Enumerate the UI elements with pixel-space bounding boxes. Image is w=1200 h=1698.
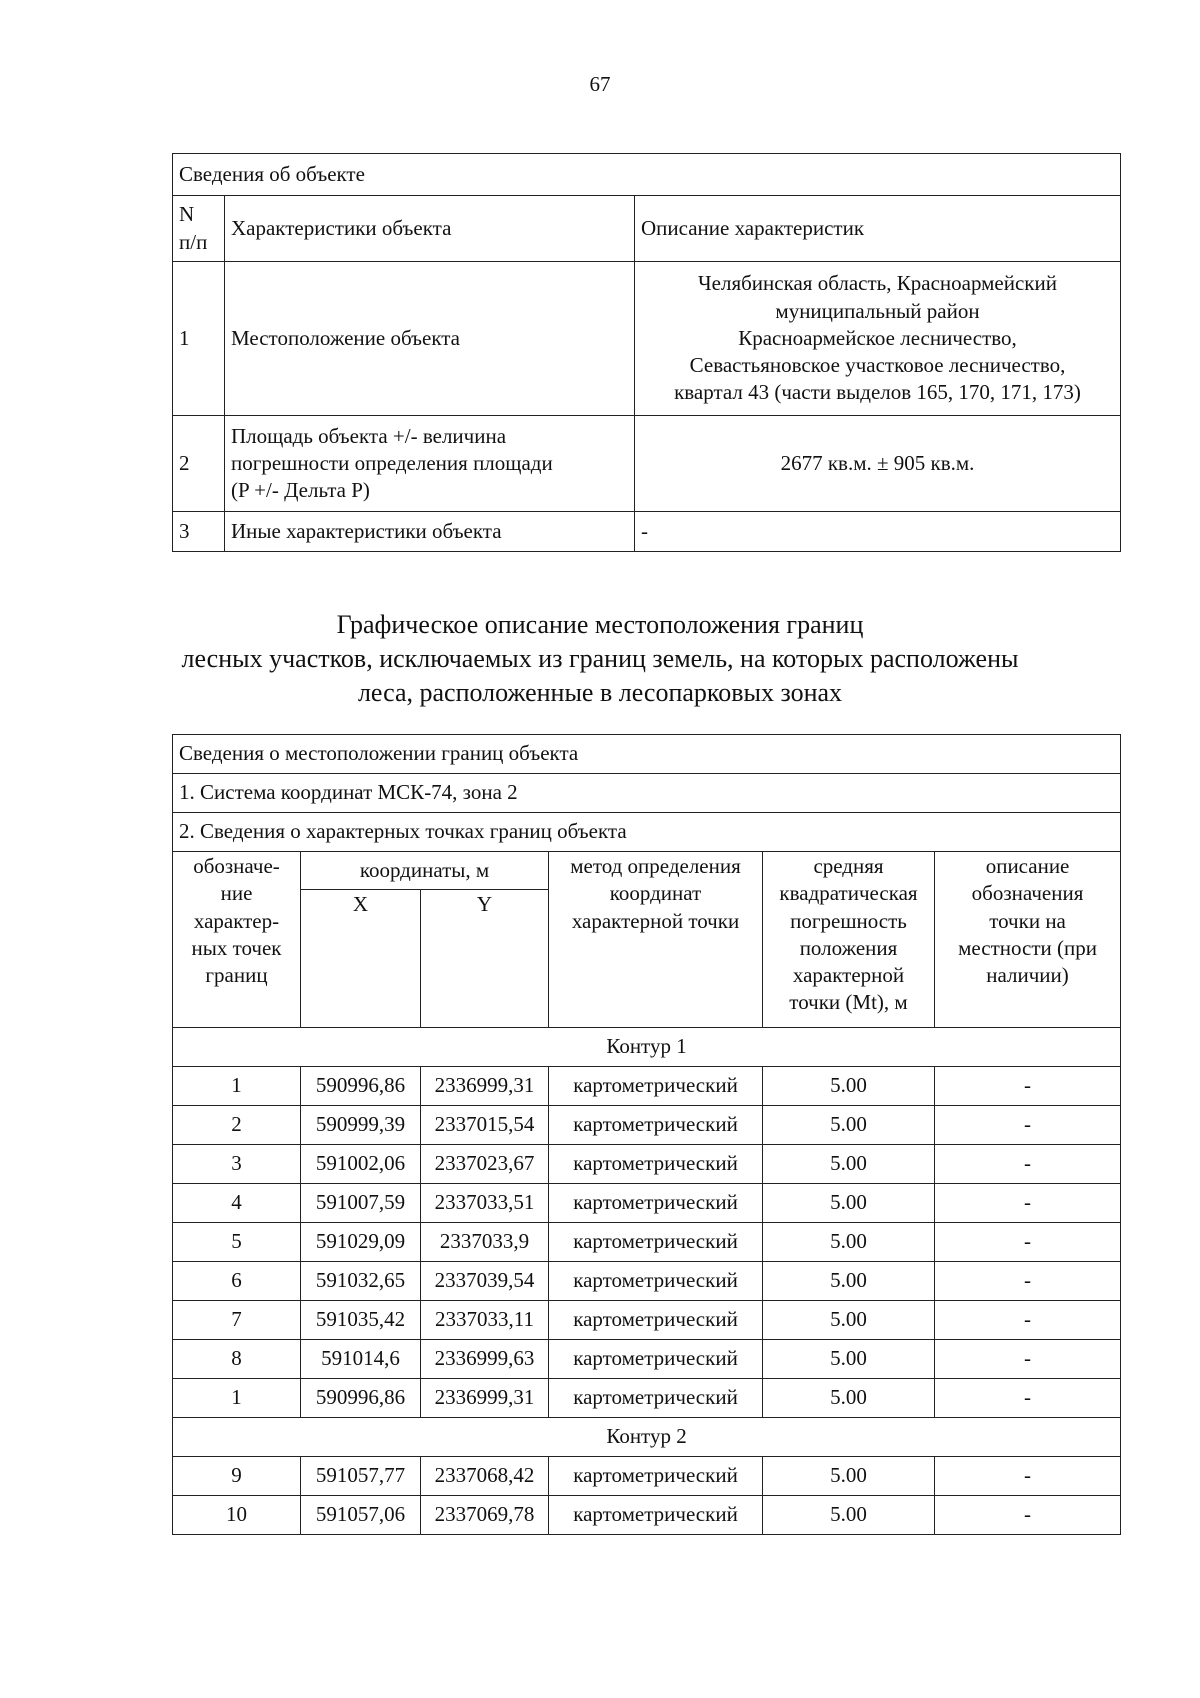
point-x: 591007,59: [301, 1184, 421, 1223]
header-line: границ: [205, 963, 268, 988]
contour-row: [173, 1418, 1121, 1457]
row-num: 1: [173, 262, 225, 416]
table-row: [173, 512, 1121, 552]
point-method: картометрический: [549, 1184, 763, 1223]
header-line: обозначения: [971, 881, 1084, 906]
point-x: 591035,42: [301, 1301, 421, 1340]
table-row: [173, 1340, 1121, 1379]
value-line: Красноармейское лесничество,: [738, 325, 1017, 350]
header-error: [763, 852, 935, 1028]
point-description: -: [935, 1184, 1121, 1223]
point-x: 590996,86: [301, 1379, 421, 1418]
point-y: 2337015,54: [421, 1106, 549, 1145]
point-error: 5.00: [763, 1496, 935, 1535]
row-name: [225, 416, 635, 512]
point-error: 5.00: [763, 1223, 935, 1262]
value-line: Севастьяновское участковое лесничество,: [689, 353, 1066, 378]
point-y: 2336999,63: [421, 1340, 549, 1379]
table-row: [173, 1067, 1121, 1106]
row-name: Местоположение объекта: [225, 262, 635, 416]
point-y: 2337033,51: [421, 1184, 549, 1223]
header-coordinates: координаты, м: [301, 852, 549, 890]
name-line: (P +/- Дельта P): [231, 478, 370, 503]
point-number: 3: [173, 1145, 301, 1184]
point-x: 590999,39: [301, 1106, 421, 1145]
table-row: [173, 1301, 1121, 1340]
point-description: -: [935, 1262, 1121, 1301]
header-line: ных точек: [191, 935, 282, 960]
point-x: 591057,06: [301, 1496, 421, 1535]
point-error: 5.00: [763, 1262, 935, 1301]
table-row: [173, 1184, 1121, 1223]
point-description: -: [935, 1145, 1121, 1184]
header-line: метод определения: [570, 854, 741, 878]
point-number: 9: [173, 1457, 301, 1496]
point-y: 2337033,11: [421, 1301, 549, 1340]
table-row: [173, 1145, 1121, 1184]
value-line: квартал 43 (части выделов 165, 170, 171, 173): [674, 380, 1081, 405]
heading-line: лесных участков, исключаемых из границ земель, на которых расположены: [181, 643, 1019, 673]
point-error: 5.00: [763, 1067, 935, 1106]
header-line: координат: [609, 881, 702, 906]
point-number: 7: [173, 1301, 301, 1340]
object-table-title: Сведения об объекте: [173, 154, 1121, 196]
point-number: 10: [173, 1496, 301, 1535]
point-error: 5.00: [763, 1457, 935, 1496]
point-description: -: [935, 1106, 1121, 1145]
name-line: погрешности определения площади: [231, 450, 553, 475]
header-line: точки (Mt), м: [789, 990, 908, 1015]
point-y: 2336999,31: [421, 1379, 549, 1418]
row-value: [635, 262, 1121, 416]
point-method: картометрический: [549, 1379, 763, 1418]
point-method: картометрический: [549, 1223, 763, 1262]
point-x: 591002,06: [301, 1145, 421, 1184]
table-row: [173, 416, 1121, 512]
header-num-line2: п/п: [179, 229, 208, 254]
header-line: характер-: [193, 908, 280, 933]
table-row: [173, 262, 1121, 416]
point-x: 591057,77: [301, 1457, 421, 1496]
header-description: Описание характеристик: [635, 196, 1121, 262]
heading-line: леса, расположенные в лесопарковых зонах: [357, 677, 843, 707]
row-value: -: [635, 512, 1121, 552]
point-method: картометрический: [549, 1457, 763, 1496]
point-number: 6: [173, 1262, 301, 1301]
point-method: картометрический: [549, 1496, 763, 1535]
point-method: картометрический: [549, 1145, 763, 1184]
header-line: наличии): [986, 963, 1069, 988]
point-error: 5.00: [763, 1106, 935, 1145]
point-description: -: [935, 1067, 1121, 1106]
page-number: 67: [589, 72, 611, 96]
header-line: обозначе-: [193, 854, 280, 878]
header-line: положения: [799, 935, 898, 960]
contour-row: [173, 1028, 1121, 1067]
point-y: 2337033,9: [421, 1223, 549, 1262]
coordinate-system: 1. Система координат МСК-74, зона 2: [173, 774, 1121, 813]
heading-line: Графическое описание местоположения границ: [336, 610, 864, 639]
boundary-points-table: [172, 734, 1121, 1535]
point-y: 2337068,42: [421, 1457, 549, 1496]
row-value: 2677 кв.м. ± 905 кв.м.: [635, 416, 1121, 512]
point-description: -: [935, 1496, 1121, 1535]
header-characteristics: Характеристики объекта: [225, 196, 635, 262]
header-x: X: [301, 890, 421, 1028]
value-line: Челябинская область, Красноармейский: [698, 271, 1057, 296]
point-description: -: [935, 1457, 1121, 1496]
point-number: 2: [173, 1106, 301, 1145]
point-y: 2337023,67: [421, 1145, 549, 1184]
point-method: картометрический: [549, 1067, 763, 1106]
point-number: 1: [173, 1067, 301, 1106]
point-error: 5.00: [763, 1340, 935, 1379]
name-line: Площадь объекта +/- величина: [231, 423, 507, 448]
row-num: 3: [173, 512, 225, 552]
header-num-line1: N: [179, 202, 195, 227]
point-error: 5.00: [763, 1184, 935, 1223]
section-heading: [100, 608, 1100, 709]
point-y: 2337069,78: [421, 1496, 549, 1535]
point-description: -: [935, 1379, 1121, 1418]
header-line: средняя: [813, 854, 884, 878]
contour-label: Контур 2: [173, 1418, 1121, 1457]
point-x: 591029,09: [301, 1223, 421, 1262]
point-method: картометрический: [549, 1262, 763, 1301]
table-row: [173, 1106, 1121, 1145]
point-number: 1: [173, 1379, 301, 1418]
point-description: -: [935, 1223, 1121, 1262]
point-error: 5.00: [763, 1301, 935, 1340]
header-line: характерной точки: [571, 908, 740, 933]
header-description: [935, 852, 1121, 1028]
object-info-table: [172, 153, 1121, 552]
header-line: местности (при: [958, 935, 1097, 960]
row-num: 2: [173, 416, 225, 512]
contour-label: Контур 1: [173, 1028, 1121, 1067]
value-line: муниципальный район: [775, 298, 980, 323]
point-x: 590996,86: [301, 1067, 421, 1106]
table-row: [173, 1379, 1121, 1418]
header-num: [173, 196, 225, 262]
header-method: [549, 852, 763, 1028]
point-y: 2337039,54: [421, 1262, 549, 1301]
point-method: картометрический: [549, 1106, 763, 1145]
point-description: -: [935, 1301, 1121, 1340]
point-method: картометрический: [549, 1301, 763, 1340]
header-y: Y: [421, 890, 549, 1028]
table-row: [173, 1262, 1121, 1301]
point-number: 8: [173, 1340, 301, 1379]
point-method: картометрический: [549, 1340, 763, 1379]
header-line: ние: [220, 881, 253, 906]
point-number: 5: [173, 1223, 301, 1262]
coord-table-body: [173, 1028, 1121, 1535]
coord-table-title: Сведения о местоположении границ объекта: [173, 735, 1121, 774]
point-error: 5.00: [763, 1379, 935, 1418]
header-line: квадратическая: [779, 881, 918, 906]
header-designation: [173, 852, 301, 1028]
point-y: 2336999,31: [421, 1067, 549, 1106]
point-x: 591032,65: [301, 1262, 421, 1301]
header-line: погрешность: [790, 908, 907, 933]
points-title: 2. Сведения о характерных точках границ объекта: [173, 813, 1121, 852]
header-line: описание: [985, 854, 1070, 878]
table-row: [173, 1496, 1121, 1535]
table-row: [173, 1223, 1121, 1262]
point-error: 5.00: [763, 1145, 935, 1184]
point-number: 4: [173, 1184, 301, 1223]
point-x: 591014,6: [301, 1340, 421, 1379]
header-line: характерной: [792, 963, 905, 988]
header-line: точки на: [989, 908, 1066, 933]
table-row: [173, 1457, 1121, 1496]
point-description: -: [935, 1340, 1121, 1379]
row-name: Иные характеристики объекта: [225, 512, 635, 552]
